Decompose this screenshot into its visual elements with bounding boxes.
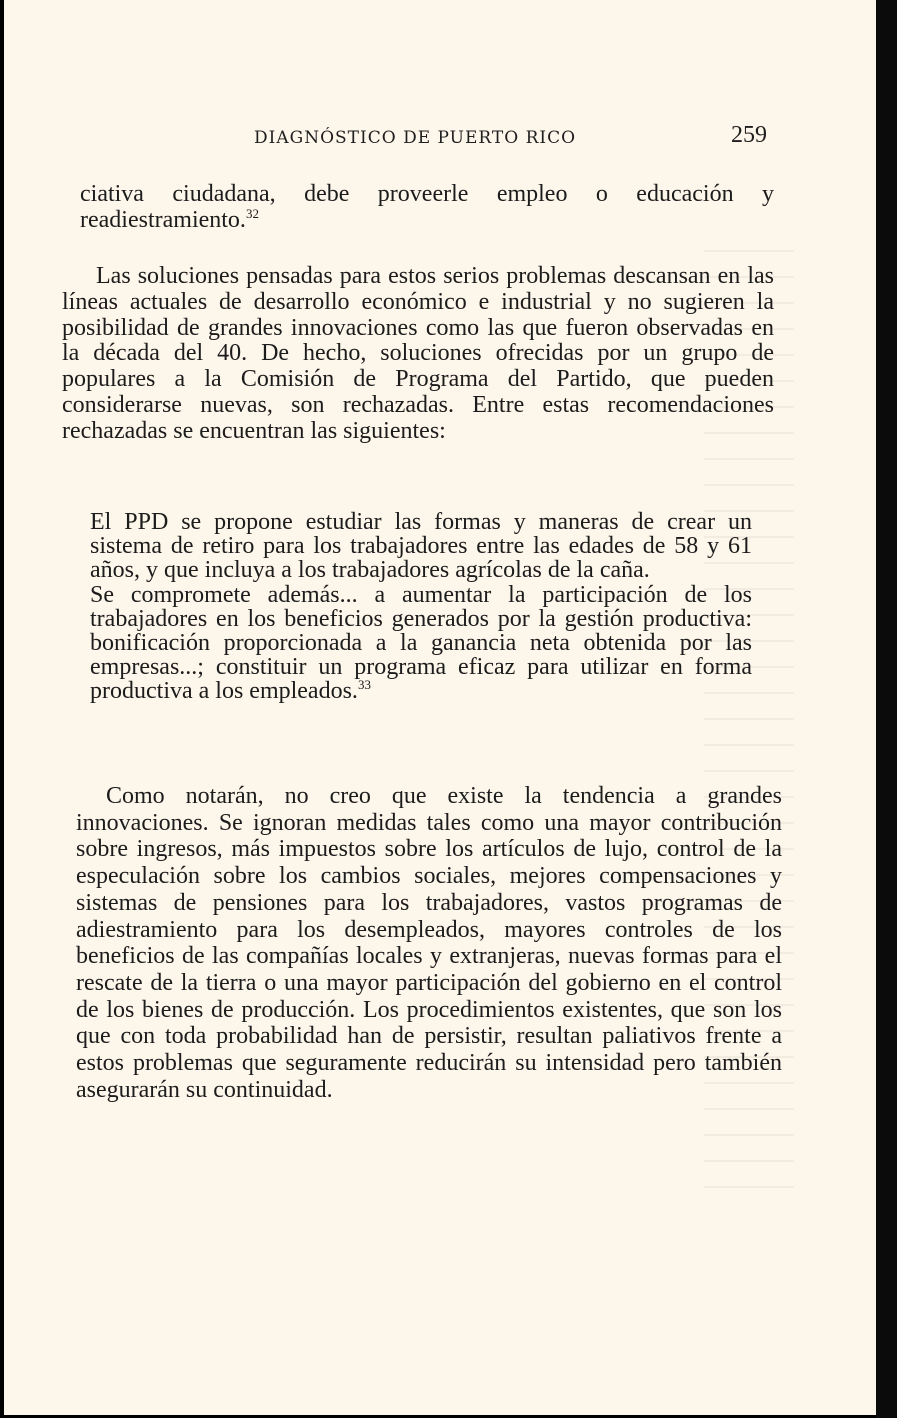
footnote-ref: 33 [357, 677, 371, 693]
block-quote [90, 510, 752, 704]
page-number: 259 [731, 122, 767, 148]
book-page [4, 0, 876, 1415]
paragraph-text: ciativa ciudadana, debe proveerle empleo o educación y readiestramiento. [80, 181, 774, 233]
quote-text: Se compromete además... a aumentar la participación de los trabajadores en los beneficios generados por la gestión productiva: bonificación proporcionada a la ganancia neta obtenida por las empresas...; constituir un programa eficaz para utilizar en forma productiva a los empleados. [90, 581, 752, 705]
paragraph-conclusion [76, 783, 782, 1103]
paragraph-text: Como notarán, no creo que existe la tendencia a grandes innovaciones. Se ignoran medidas tales como una mayor contribución sobre ingresos, más impuestos sobre los artículos de lujo, control de la especulación sobre los cambios sociales, mejores compensaciones y sistemas de pensiones para los trabajadores, vastos programas de adiestramiento para los desempleados, mayores controles de los beneficios de las compañías locales y extranjeras, nuevas formas para el rescate de la tierra o una mayor participación del gobierno en el control de los bienes de producción. Los procedimientos existentes, que son los que con toda probabilidad han de persistir, resultan paliativos frente a estos problemas que seguramente reducirán su intensidad pero también asegurarán su continuidad. [76, 783, 782, 1103]
quote-line-2 [90, 583, 752, 704]
running-title: DIAGNÓSTICO DE PUERTO RICO [254, 128, 577, 148]
scan-border [876, 0, 897, 1418]
paragraph-text: Las soluciones pensadas para estos serios problemas descansan en las líneas actuales de desarrollo económico e industrial y no sugieren la posibilidad de grandes innovaciones como las que fueron observadas en la década del 40. De hecho, soluciones ofrecidas por un grupo de populares a la Comisión de Programa del Partido, que pueden considerarse nuevas, son rechazadas. Entre estas recomendaciones rechazadas se encuentran las siguientes: [62, 263, 774, 444]
paragraph-continuation [80, 182, 774, 234]
footnote-ref: 32 [245, 205, 259, 221]
quote-line-1: El PPD se propone estudiar las formas y maneras de crear un sistema de retiro para los trabajadores entre las edades de 58 y 61 años, y que incluya a los trabajadores agrícolas de la caña. [90, 509, 752, 584]
paragraph-solutions [62, 264, 774, 445]
